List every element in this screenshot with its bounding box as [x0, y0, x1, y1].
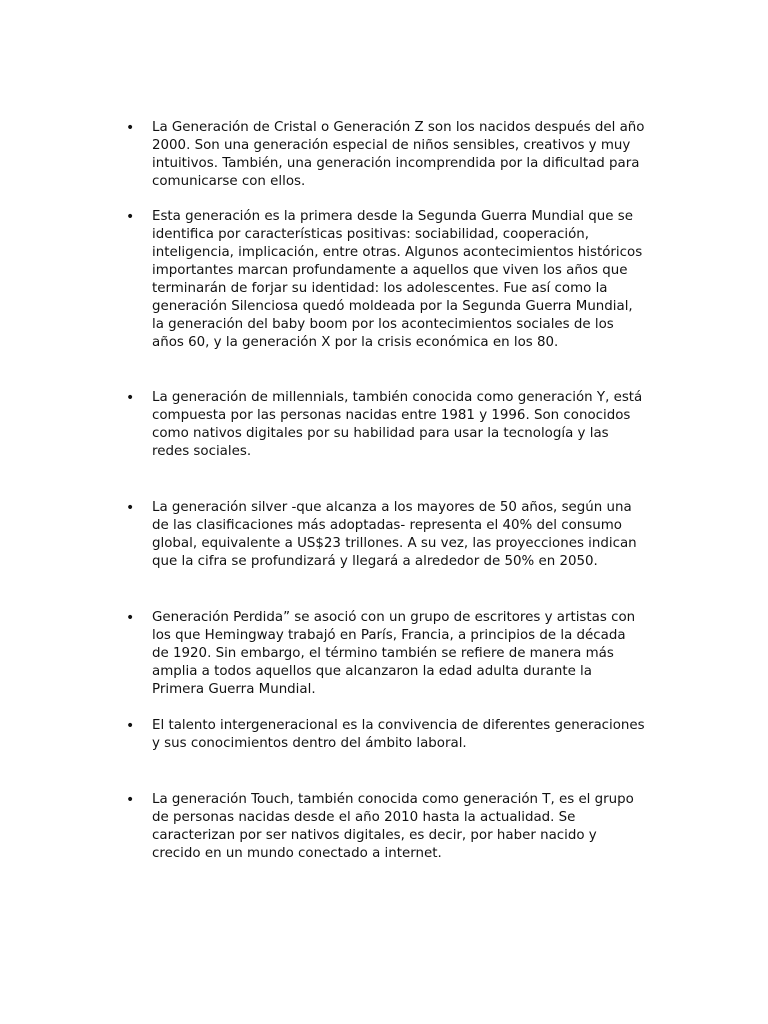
bullet-icon: •	[126, 120, 135, 136]
bullet-icon: •	[126, 209, 135, 225]
list-item-text: Esta generación es la primera desde la Segunda Guerra Mundial que se identifica por características positivas: sociabilidad, cooperación, inteligencia, implicación, entre otras. Algunos acontecimientos históricos importantes marcan profundamente a aquellos que viven los años que terminarán de forjar su identidad: los adolescentes. Fue así como la generación Silenciosa quedó moldeada por la Segunda Guerra Mundial, la generación del baby boom por los acontecimientos sociales de los años 60, y la generación X por la crisis económica en los 80.	[152, 209, 643, 350]
list-item-text: La generación silver -que alcanza a los mayores de 50 años, según una de las clasificaciones más adoptadas- representa el 40% del consumo global, equivalente a US$23 trillones. A su vez, las proyecciones indican que la cifra se profundizará y llegará a alrededor de 50% en 2050.	[152, 500, 637, 569]
list-item-text: La Generación de Cristal o Generación Z son los nacidos después del año 2000. Son una generación especial de niños sensibles, creativos y muy intuitivos. También, una generación incomprendida por la dificultad para comunicarse con ellos.	[152, 120, 645, 189]
bullet-icon: •	[126, 610, 135, 626]
list-item-text: El talento intergeneracional es la convivencia de diferentes generaciones y sus conocimientos dentro del ámbito laboral.	[152, 718, 645, 751]
list-item-text: La generación de millennials, también conocida como generación Y, está compuesta por las personas nacidas entre 1981 y 1996. Son conocidos como nativos digitales por su habilidad para usar la tecnología y las redes sociales.	[152, 390, 643, 459]
list-item-text: Generación Perdida” se asoció con un grupo de escritores y artistas con los que Hemingway trabajó en París, Francia, a principios de la década de 1920. Sin embargo, el término también se refiere de manera más amplia a todos aquellos que alcanzaron la edad adulta durante la Primera Guerra Mundial.	[152, 610, 636, 697]
list-item-text: La generación Touch, también conocida como generación T, es el grupo de personas nacidas desde el año 2010 hasta la actualidad. Se caracterizan por ser nativos digitales, es decir, por haber nacido y crecido en un mundo conectado a internet.	[152, 792, 634, 861]
bullet-icon: •	[126, 718, 135, 734]
bullet-icon: •	[126, 500, 135, 516]
bullet-icon: •	[126, 390, 135, 406]
bullet-icon: •	[126, 792, 135, 808]
